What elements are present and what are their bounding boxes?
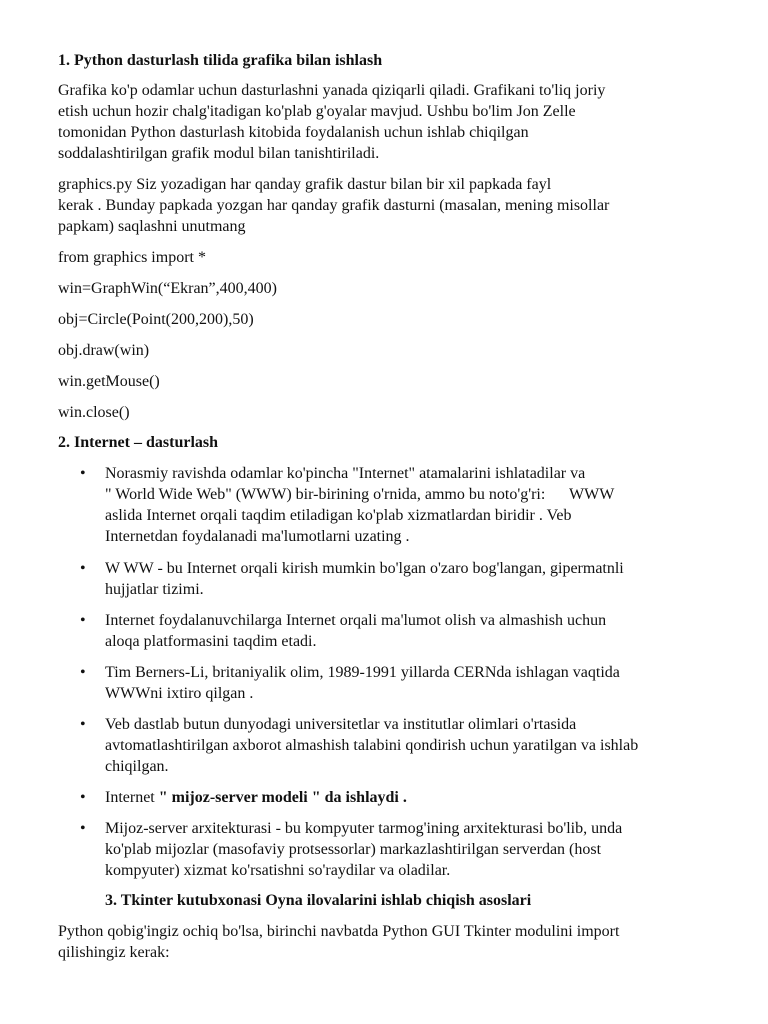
text-line: Internetdan foydalanadi ma'lumotlarni uzating . (105, 528, 410, 545)
text-line: papkam) saqlashni unutmang (58, 218, 246, 235)
section-3-heading: 3. Tkinter kutubxonasi Oyna ilovalarini ishlab chiqish asoslari (105, 892, 532, 909)
text-line: tomonidan Python dasturlash kitobida foydalanish uchun ishlab chiqilgan (58, 124, 529, 141)
code-line-circle: obj=Circle(Point(200,200),50) (58, 311, 254, 328)
plain-text: Internet (105, 789, 159, 806)
text-line: Mijoz-server arxitekturasi - bu kompyuter tarmog'ining arxitekturasi bo'lib, unda (105, 820, 623, 837)
text-line (105, 787, 715, 808)
bullet-icon: • (80, 716, 86, 733)
text-line: Norasmiy ravishda odamlar ko'pincha "Internet" atamalarini ishlatadilar va (105, 465, 586, 482)
text-line: " World Wide Web" (WWW) bir-birining o'rnida, ammo bu noto'g'ri: WWW (105, 486, 615, 503)
text-line: hujjatlar tizimi. (105, 581, 204, 598)
code-line-graphwin: win=GraphWin(“Ekran”,400,400) (58, 280, 277, 297)
text-line: Veb dastlab butun dunyodagi universitetlar va institutlar olimlari o'rtasida (105, 716, 577, 733)
text-line: Grafika ko'p odamlar uchun dasturlashni yanada qiziqarli qiladi. Grafikani to'liq joriy (58, 82, 606, 99)
code-line-close: win.close() (58, 404, 130, 421)
code-line-getmouse: win.getMouse() (58, 373, 160, 390)
text-line: avtomatlashtirilgan axborot almashish talabini qondirish uchun yaratilgan va ishlab (105, 737, 639, 754)
text-line: WWWni ixtiro qilgan . (105, 685, 254, 702)
text-line: graphics.py Siz yozadigan har qanday grafik dastur bilan bir xil papkada fayl (58, 176, 552, 193)
text-line: W WW - bu Internet orqali kirish mumkin bo'lgan o'zaro bog'langan, gipermatnli (105, 560, 624, 577)
text-line: chiqilgan. (105, 758, 169, 775)
text-line: aloqa platformasini taqdim etadi. (105, 633, 317, 650)
text-line: aslida Internet orqali taqdim etiladigan ko'plab xizmatlardan biridir . Veb (105, 507, 572, 524)
bullet-icon: • (80, 465, 86, 482)
text-line: Tim Berners-Li, britaniyalik olim, 1989-1991 yillarda CERNda ishlagan vaqtida (105, 664, 620, 681)
text-line: etish uchun hozir chalg'itadigan ko'plab g'oyalar mavjud. Ushbu bo'lim Jon Zelle (58, 103, 576, 120)
code-line-draw: obj.draw(win) (58, 342, 150, 359)
paragraph-tkinter-import (58, 921, 718, 963)
paragraph-graphics-intro (58, 80, 718, 164)
bullet-icon: • (80, 560, 86, 577)
text-line: ko'plab mijozlar (masofaviy protsessorlar) markazlashtirilgan serverdan (host (105, 841, 602, 858)
bullet-icon: • (80, 612, 86, 629)
text-line: Python qobig'ingiz ochiq bo'lsa, birinchi navbatda Python GUI Tkinter modulini import (58, 923, 620, 940)
text-line: Internet foydalanuvchilarga Internet orqali ma'lumot olish va almashish uchun (105, 612, 607, 629)
section-2-heading: 2. Internet – dasturlash (58, 434, 219, 451)
bullet-icon: • (80, 664, 86, 681)
bullet-icon: • (80, 820, 86, 837)
code-line-import: from graphics import * (58, 249, 206, 266)
text-line: kerak . Bunday papkada yozgan har qanday grafik dasturni (masalan, mening misollar (58, 197, 610, 214)
bullet-icon: • (80, 789, 86, 806)
text-line: kompyuter) xizmat ko'rsatishni so'raydilar va oladilar. (105, 862, 451, 879)
section-1-heading: 1. Python dasturlash tilida grafika bilan ishlash (58, 52, 383, 69)
bold-text: " mijoz-server modeli " da ishlaydi . (158, 789, 407, 806)
paragraph-graphics-file (58, 174, 718, 237)
text-line: soddalashtirilgan grafik modul bilan tanishtiriladi. (58, 145, 380, 162)
text-line: qilishingiz kerak: (58, 944, 170, 961)
